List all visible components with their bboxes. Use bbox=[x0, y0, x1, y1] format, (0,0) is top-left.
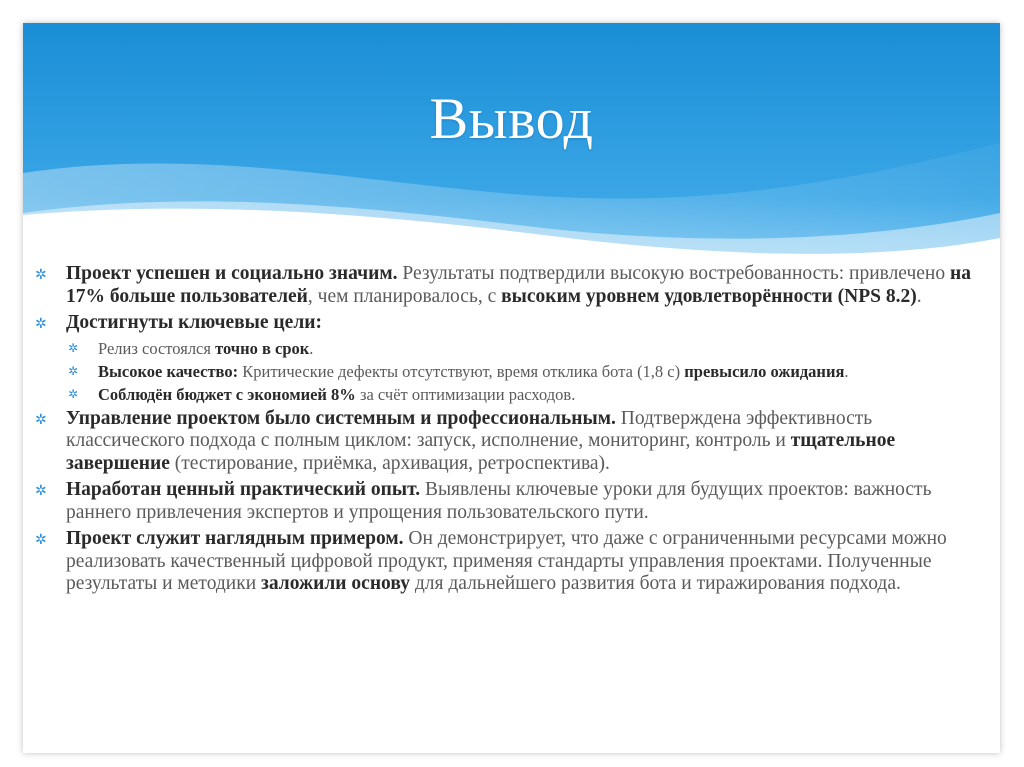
star-bullet-icon: ✲ bbox=[35, 316, 47, 332]
bullet-1: ✲ Проект успешен и социально значим. Результаты подтвердили высокую востребованность: привлечено на 17% больше пользователей, чем планировалось, с высоким уровнем удовлетворённости (NPS 8.2). bbox=[35, 263, 971, 307]
sub-bullet-list bbox=[35, 339, 975, 404]
slide-title: Вывод bbox=[429, 86, 594, 151]
star-bullet-icon: ✲ bbox=[68, 363, 79, 378]
star-bullet-icon: ✲ bbox=[35, 532, 47, 548]
content bbox=[35, 263, 975, 600]
bullet-5: ✲ Проект служит наглядным примером. Он демонстрирует, что даже с ограниченными ресурсами можно реализовать качественный цифровой продукт, применяя стандарты управления проектами. Полученные результаты и методики заложили основу для дальнейшего развития бота и тиражирования подхода. bbox=[35, 528, 947, 594]
sub-bullet-1: ✲ Релиз состоялся точно в срок. bbox=[68, 338, 314, 358]
star-bullet-icon: ✲ bbox=[35, 483, 47, 499]
star-bullet-icon: ✲ bbox=[68, 386, 79, 401]
bullet-3: ✲ Управление проектом было системным и профессиональным. Подтверждена эффективность классического подхода с полным циклом: запуск, исполнение, мониторинг, контроль и тщательное завершение (тестирование, приёмка, архивация, ретроспектива). bbox=[35, 407, 896, 474]
star-bullet-icon: ✲ bbox=[68, 340, 79, 355]
bullet-4: ✲ Наработан ценный практический опыт. Выявлены ключевые уроки для будущих проектов: важность раннего привлечения экспертов и упрощения пользовательского пути. bbox=[35, 479, 932, 523]
bullet-2: ✲ Достигнуты ключевые цели: ✲ Релиз состоялся точно в срок. ✲ Высокое качество: Критические дефекты отсутствуют, время отклика бота (1,8 с) превысило ожидания. ✲ Соблюдён бюджет с экономией 8% за счёт оптимизации расходов. bbox=[35, 312, 975, 404]
bullet-list bbox=[35, 263, 975, 596]
star-bullet-icon: ✲ bbox=[35, 411, 47, 428]
sub-bullet-2: ✲ Высокое качество: Критические дефекты отсутствуют, время отклика бота (1,8 с) превысило ожидания. bbox=[68, 361, 849, 381]
star-bullet-icon: ✲ bbox=[35, 267, 47, 283]
sub-bullet-3: ✲ Соблюдён бюджет с экономией 8% за счёт оптимизации расходов. bbox=[68, 384, 576, 404]
slide bbox=[23, 23, 1000, 753]
